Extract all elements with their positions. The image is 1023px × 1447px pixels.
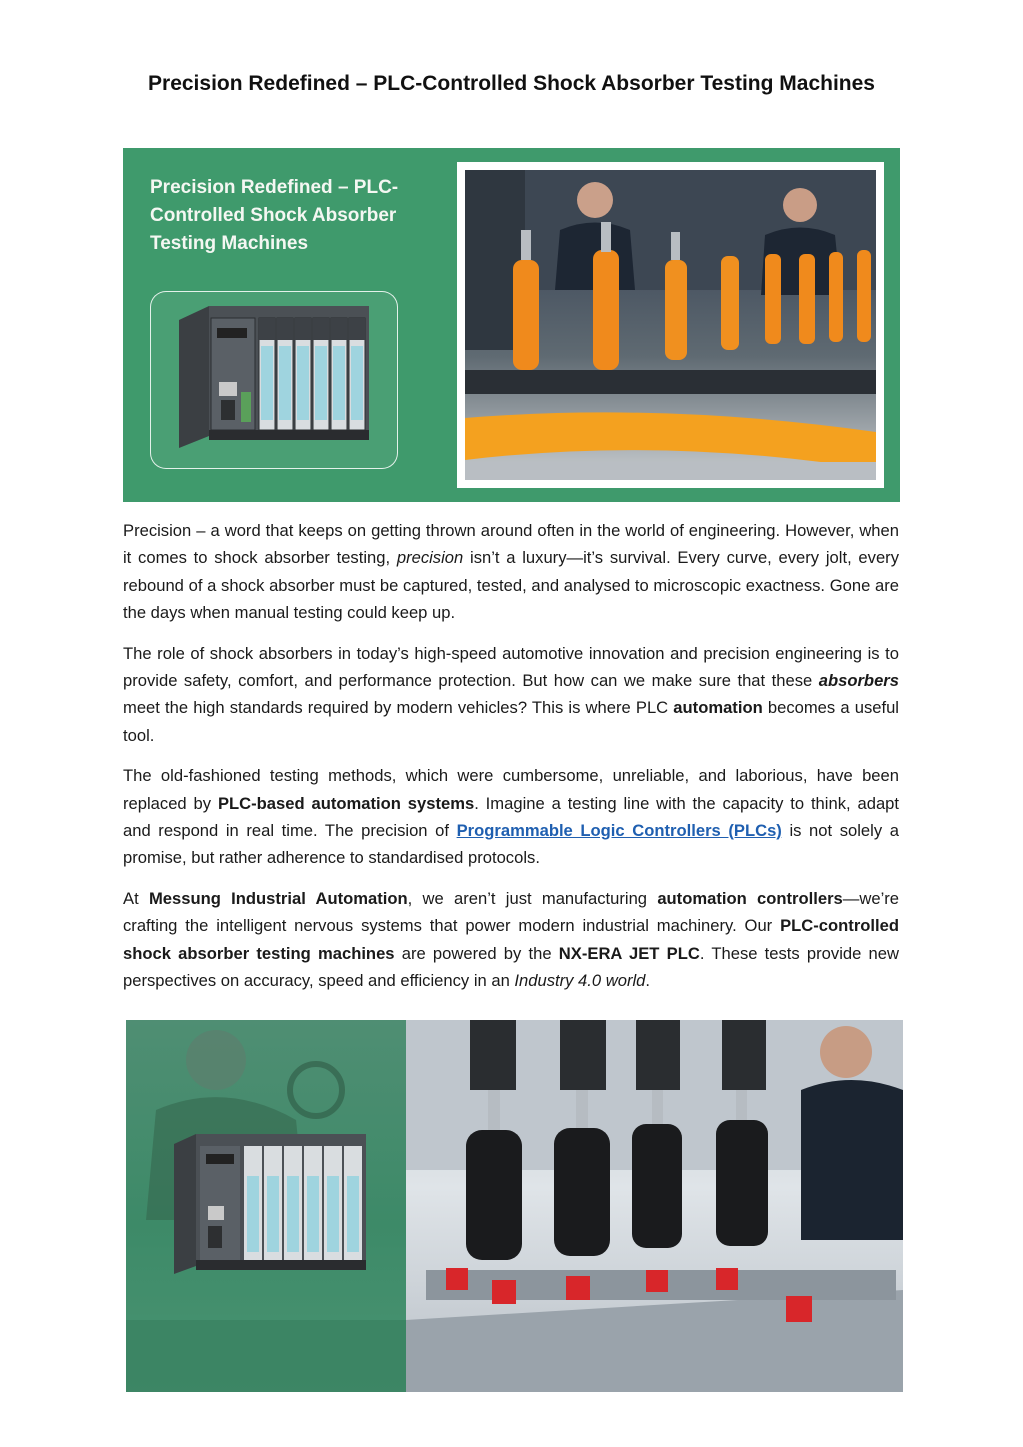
paragraph-old-methods bbox=[123, 762, 899, 871]
paragraph-intro bbox=[123, 517, 899, 626]
banner-title-line: Precision Redefined – PLC- bbox=[150, 177, 399, 198]
bold-automation: automation bbox=[673, 698, 763, 718]
paragraph-messung bbox=[123, 885, 899, 994]
hero-banner-image bbox=[123, 148, 900, 502]
shock-absorber-fixture-photo bbox=[406, 1020, 903, 1392]
paragraph-role bbox=[123, 640, 899, 749]
secondary-banner-image bbox=[126, 1020, 903, 1392]
plc-product-card bbox=[150, 291, 398, 469]
text-run: —we’re crafting the intelligent nervous systems that power modern industrial machinery. Our bbox=[123, 889, 900, 936]
text-run: , we aren’t just manufacturing bbox=[407, 889, 658, 909]
plc-controller-image bbox=[151, 292, 397, 468]
shock-absorber-photo-frame bbox=[457, 162, 884, 488]
text-run: isn’t a luxury—it’s survival. Every curve, every jolt, every rebound of a shock absorber must be captured, tested, and analysed to microscopic exactness. Gone are the days when manual testing could keep up. bbox=[123, 548, 899, 622]
emphasis-precision: precision bbox=[396, 548, 464, 568]
plc-link[interactable]: Programmable Logic Controllers (PLCs) bbox=[456, 820, 782, 840]
text-run: is not solely a promise, but rather adherence to standardised protocols. bbox=[123, 820, 899, 868]
emphasis-absorbers: absorbers bbox=[818, 670, 899, 690]
shock-absorber-test-line-photo bbox=[465, 170, 876, 480]
banner-title-line: Controlled Shock Absorber bbox=[150, 205, 397, 226]
page-title: Precision Redefined – PLC-Controlled Shock Absorber Testing Machines bbox=[148, 72, 875, 95]
plc-on-green-illustration bbox=[126, 1020, 406, 1392]
bold-company-name: Messung Industrial Automation bbox=[148, 889, 408, 909]
bold-plc-systems: PLC-based automation systems bbox=[217, 793, 475, 813]
bold-plc-model: NX-ERA JET PLC bbox=[558, 943, 700, 963]
text-run: meet the high standards required by modern vehicles? This is where PLC bbox=[123, 698, 674, 718]
black-springs-illustration bbox=[406, 1020, 903, 1392]
text-run: . Imagine a testing line with the capacity to think, adapt and respond in real time. The precision of bbox=[123, 793, 900, 840]
text-run: At bbox=[123, 889, 149, 909]
text-run: Precision – a word that keeps on getting thrown around often in the world of engineering. However, when it comes to shock absorber testing, bbox=[123, 521, 899, 568]
emphasis-industry: Industry 4.0 world bbox=[514, 970, 646, 990]
bold-testing-machines: PLC-controlled shock absorber testing machines bbox=[123, 916, 899, 963]
text-run: The old-fashioned testing methods, which were cumbersome, unreliable, and laborious, have been replaced by bbox=[123, 766, 899, 813]
text-run: are powered by the bbox=[394, 943, 559, 963]
banner-title bbox=[150, 174, 450, 258]
article-body bbox=[123, 517, 899, 1008]
text-run: becomes a useful tool. bbox=[123, 698, 899, 745]
plc-overlay-panel bbox=[126, 1020, 406, 1392]
test-line-illustration bbox=[465, 170, 876, 480]
text-run: . bbox=[645, 970, 651, 990]
text-run: . These tests provide new perspectives on accuracy, speed and efficiency in an bbox=[123, 943, 899, 990]
bold-automation-controllers: automation controllers bbox=[657, 889, 843, 909]
text-run: The role of shock absorbers in today’s high-speed automotive innovation and precision engineering is to provide safety, comfort, and performance protection. But how can we make sure that these bbox=[123, 643, 899, 690]
banner-title-line: Testing Machines bbox=[150, 233, 309, 254]
